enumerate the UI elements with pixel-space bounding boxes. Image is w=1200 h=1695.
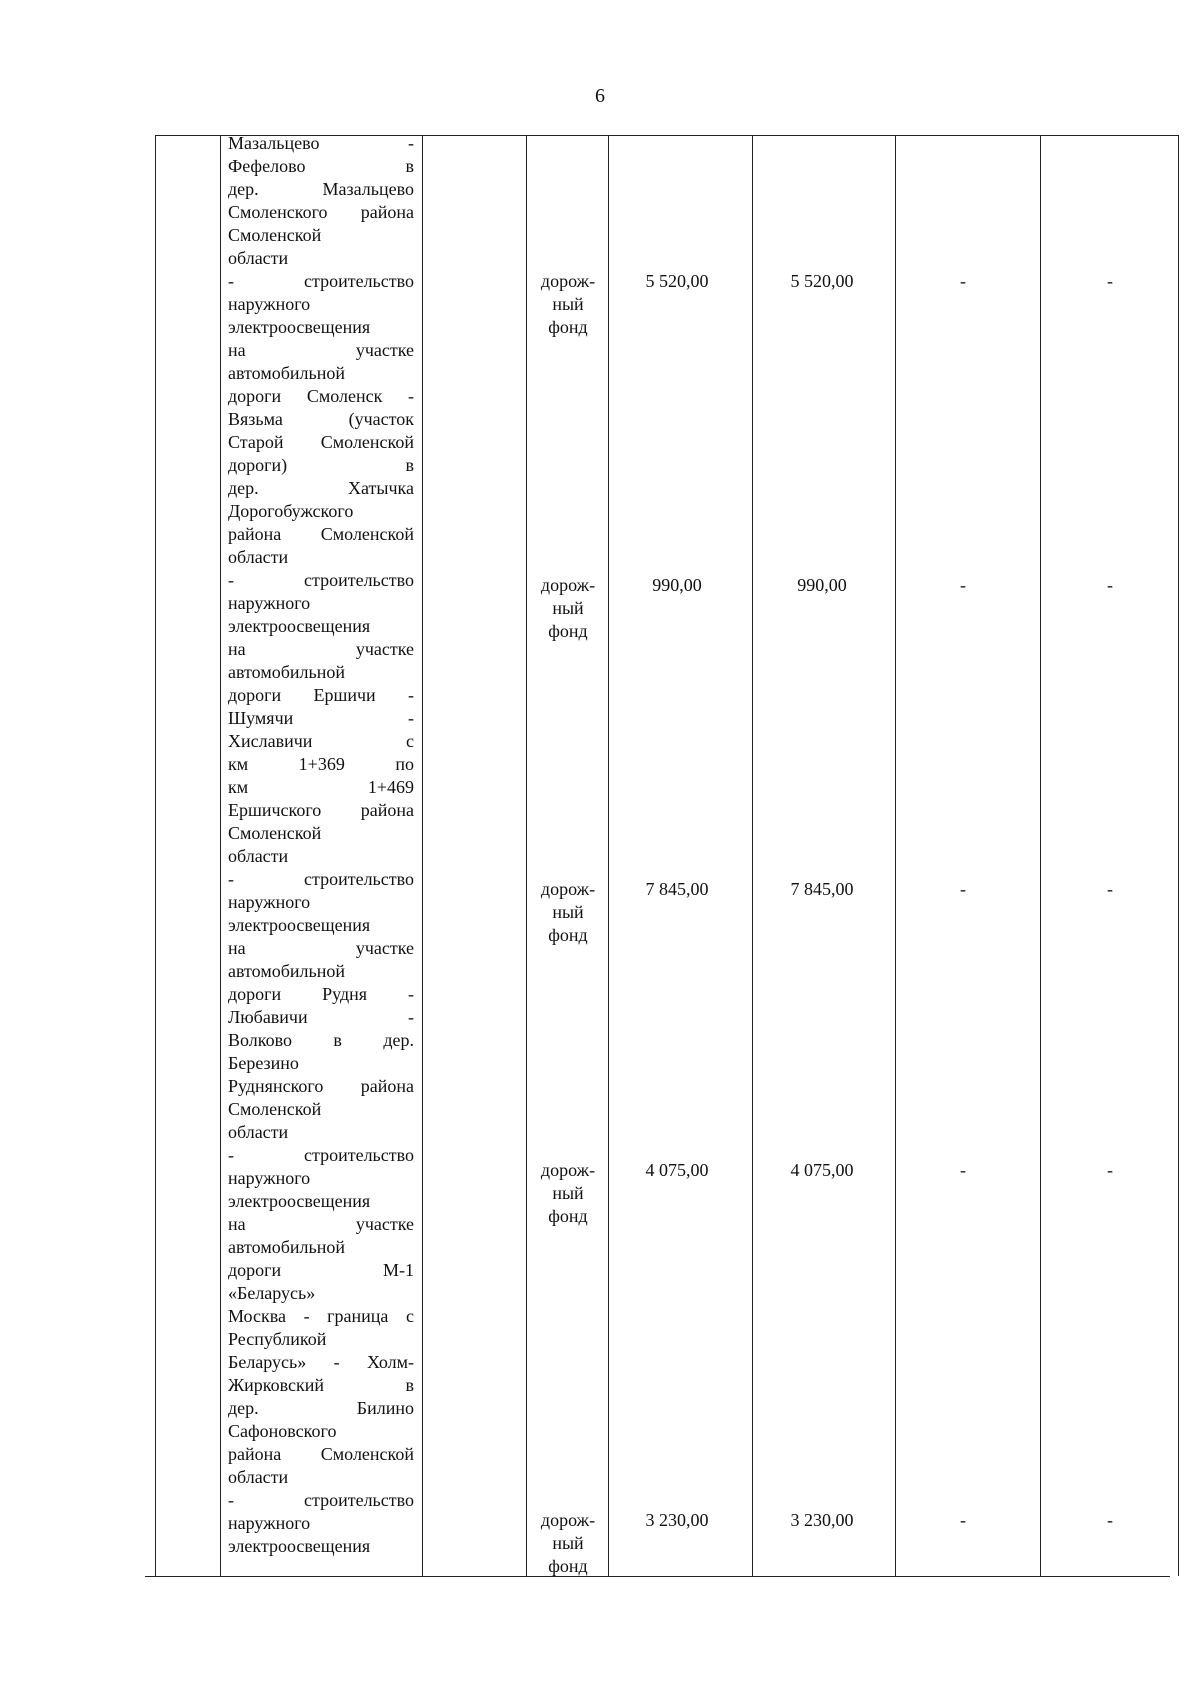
description-word: Сафоновского bbox=[228, 1421, 337, 1441]
description-word: района bbox=[360, 202, 414, 222]
description-word: Смоленской bbox=[320, 524, 414, 544]
total-amount: 7 845,00 bbox=[645, 879, 709, 899]
description-word: - bbox=[228, 1145, 234, 1165]
description-word: участке bbox=[355, 938, 414, 958]
description-word: Хиславичи bbox=[228, 731, 313, 751]
description-line bbox=[228, 1328, 414, 1351]
fund-text: ный bbox=[552, 598, 584, 618]
description-word: Дорогобужского bbox=[228, 501, 354, 521]
description-line bbox=[228, 1466, 414, 1489]
description-word: области bbox=[228, 1467, 289, 1487]
description-word: - bbox=[408, 386, 414, 406]
description-word: дороги bbox=[228, 685, 282, 705]
description-line bbox=[228, 1052, 414, 1075]
description-line bbox=[228, 799, 414, 822]
empty-value: - bbox=[1107, 879, 1113, 899]
description-line bbox=[228, 684, 414, 707]
fund-cell bbox=[528, 574, 608, 643]
fund-cell bbox=[528, 270, 608, 339]
description-word: - bbox=[407, 984, 414, 1004]
description-word: дер. bbox=[228, 1398, 259, 1418]
description-word: Москва bbox=[228, 1306, 286, 1326]
description-word: - bbox=[228, 570, 234, 590]
fund-text: фонд bbox=[548, 1206, 588, 1226]
description-word: электроосвещения bbox=[228, 1191, 371, 1211]
description-line bbox=[228, 431, 414, 454]
empty-value: - bbox=[1107, 271, 1113, 291]
description-line bbox=[228, 408, 414, 431]
description-line bbox=[228, 960, 414, 983]
description-word: дер. bbox=[228, 179, 259, 199]
regional-amount: 4 075,00 bbox=[790, 1160, 854, 1180]
description-word: автомобильной bbox=[228, 961, 345, 981]
col-border-5 bbox=[608, 135, 609, 1576]
description-word: км bbox=[228, 754, 249, 774]
description-line bbox=[228, 132, 414, 155]
description-line bbox=[228, 1259, 414, 1282]
fund-text: дорож- bbox=[540, 575, 596, 595]
description-word: - bbox=[408, 133, 414, 153]
regional-amount: 7 845,00 bbox=[790, 879, 854, 899]
description-word: области bbox=[228, 846, 289, 866]
description-word: района bbox=[228, 524, 282, 544]
description-word: «Беларусь» bbox=[228, 1283, 316, 1303]
description-line bbox=[228, 500, 414, 523]
description-word: участке bbox=[355, 639, 414, 659]
fund-text: фонд bbox=[548, 925, 588, 945]
description-word: Смоленского bbox=[228, 202, 328, 222]
description-word: - bbox=[228, 271, 234, 291]
description-word: наружного bbox=[228, 593, 311, 613]
col-border-2 bbox=[220, 135, 221, 1576]
col-border-7 bbox=[895, 135, 896, 1576]
description-word: (участок bbox=[348, 409, 414, 429]
description-word: - bbox=[408, 708, 414, 728]
col-border-9 bbox=[1178, 135, 1179, 1576]
description-word: наружного bbox=[228, 892, 311, 912]
description-word: Мазальцево bbox=[322, 179, 414, 199]
empty-value: - bbox=[1107, 575, 1113, 595]
col-border-1 bbox=[155, 135, 156, 1576]
description-line bbox=[228, 1121, 414, 1144]
fund-text: фонд bbox=[548, 1556, 588, 1576]
empty-value: - bbox=[1107, 1510, 1113, 1530]
description-word: Березино bbox=[228, 1053, 299, 1073]
description-word: на bbox=[228, 1214, 246, 1234]
fund-text: дорож- bbox=[540, 1510, 596, 1530]
description-word: на bbox=[228, 639, 246, 659]
description-word: автомобильной bbox=[228, 662, 345, 682]
description-line bbox=[228, 707, 414, 730]
description-word: дер. bbox=[383, 1030, 414, 1050]
description-line bbox=[228, 822, 414, 845]
empty-value: - bbox=[960, 879, 966, 899]
empty-value: - bbox=[960, 1160, 966, 1180]
fund-cell bbox=[528, 1159, 608, 1228]
description-line bbox=[228, 201, 414, 224]
description-line bbox=[228, 546, 414, 569]
col-border-8 bbox=[1040, 135, 1041, 1576]
description-word: с bbox=[406, 1306, 414, 1326]
description-word: в bbox=[333, 1030, 342, 1050]
description-word: Руднянского bbox=[228, 1076, 324, 1096]
regional-amount: 990,00 bbox=[797, 575, 847, 595]
description-word: 1+469 bbox=[367, 777, 414, 797]
description-word: Смоленской bbox=[320, 1444, 414, 1464]
description-word: - bbox=[408, 685, 414, 705]
regional-amount: 3 230,00 bbox=[790, 1510, 854, 1530]
total-amount: 4 075,00 bbox=[645, 1160, 709, 1180]
col-border-4 bbox=[526, 135, 527, 1576]
empty-value: - bbox=[960, 575, 966, 595]
description-word: автомобильной bbox=[228, 1237, 345, 1257]
description-word: Мазальцево bbox=[228, 133, 320, 153]
description-line bbox=[228, 362, 414, 385]
description-word: области bbox=[228, 547, 289, 567]
description-word: Рудня bbox=[322, 984, 368, 1004]
description-word: Ершичского bbox=[228, 800, 322, 820]
total-amount: 3 230,00 bbox=[645, 1510, 709, 1530]
description-line bbox=[228, 454, 414, 477]
description-word: электроосвещения bbox=[228, 317, 371, 337]
description-word: дороги) bbox=[228, 455, 288, 475]
description-word: М-1 bbox=[383, 1260, 414, 1280]
description-word: в bbox=[405, 156, 414, 176]
description-line bbox=[228, 523, 414, 546]
description-word: электроосвещения bbox=[228, 915, 371, 935]
description-word: Смоленской bbox=[228, 1099, 322, 1119]
description-word: Волково bbox=[228, 1030, 292, 1050]
description-word: Билино bbox=[356, 1398, 414, 1418]
description-word: строительство bbox=[304, 1490, 414, 1510]
description-word: Смоленской bbox=[320, 432, 414, 452]
description-line bbox=[228, 661, 414, 684]
description-line bbox=[228, 1006, 414, 1029]
description-word: района bbox=[360, 1076, 414, 1096]
description-word: Беларусь» bbox=[228, 1352, 307, 1372]
description-word: на bbox=[228, 340, 246, 360]
table-row bbox=[0, 1159, 1200, 1239]
description-line bbox=[228, 1397, 414, 1420]
description-word: области bbox=[228, 1122, 289, 1142]
description-word: автомобильной bbox=[228, 363, 345, 383]
regional-amount: 5 520,00 bbox=[790, 271, 854, 291]
description-word: - bbox=[408, 1007, 414, 1027]
description-line bbox=[228, 1029, 414, 1052]
fund-text: дорож- bbox=[540, 879, 596, 899]
description-word: Республикой bbox=[228, 1329, 327, 1349]
description-word: 1+369 bbox=[298, 754, 345, 774]
description-line bbox=[228, 1098, 414, 1121]
description-word: с bbox=[406, 731, 414, 751]
total-amount: 5 520,00 bbox=[645, 271, 709, 291]
description-word: участке bbox=[355, 340, 414, 360]
description-word: наружного bbox=[228, 294, 311, 314]
description-word: района bbox=[228, 1444, 282, 1464]
description-word: наружного bbox=[228, 1168, 311, 1188]
empty-value: - bbox=[960, 1510, 966, 1530]
description-word: Фефелово bbox=[228, 156, 306, 176]
description-line bbox=[228, 1351, 414, 1374]
description-word: Смоленской bbox=[228, 225, 322, 245]
description-line bbox=[228, 477, 414, 500]
description-line bbox=[228, 1282, 414, 1305]
description-word: - bbox=[333, 1352, 340, 1372]
description-word: - bbox=[303, 1306, 310, 1326]
fund-cell bbox=[528, 878, 608, 947]
description-word: электроосвещения bbox=[228, 1536, 371, 1556]
description-line bbox=[228, 1305, 414, 1328]
empty-value: - bbox=[960, 271, 966, 291]
fund-text: ный bbox=[552, 294, 584, 314]
description-word: Шумячи bbox=[228, 708, 294, 728]
description-line bbox=[228, 1236, 414, 1259]
description-word: строительство bbox=[304, 869, 414, 889]
description-word: строительство bbox=[304, 1145, 414, 1165]
fund-cell bbox=[528, 1509, 608, 1578]
description-word: Хатычка bbox=[348, 478, 414, 498]
table-row bbox=[0, 878, 1200, 958]
description-word: на bbox=[228, 938, 246, 958]
description-line bbox=[228, 730, 414, 753]
description-word: Холм- bbox=[366, 1352, 414, 1372]
total-amount: 990,00 bbox=[652, 575, 702, 595]
page-number: 6 bbox=[595, 85, 605, 107]
description-line bbox=[228, 1374, 414, 1397]
description-word: Старой bbox=[228, 432, 284, 452]
description-word: по bbox=[395, 754, 414, 774]
description-word: области bbox=[228, 248, 289, 268]
description-line bbox=[228, 385, 414, 408]
fund-text: ный bbox=[552, 902, 584, 922]
fund-text: дорож- bbox=[540, 1160, 596, 1180]
description-line bbox=[228, 776, 414, 799]
description-word: участке bbox=[355, 1214, 414, 1234]
description-word: электроосвещения bbox=[228, 616, 371, 636]
description-word: дер. bbox=[228, 478, 259, 498]
description-line bbox=[228, 753, 414, 776]
empty-value: - bbox=[1107, 1160, 1113, 1180]
description-word: Жирковский bbox=[228, 1375, 324, 1395]
description-word: в bbox=[405, 1375, 414, 1395]
description-word: Смоленской bbox=[228, 823, 322, 843]
table-row bbox=[0, 270, 1200, 350]
col-border-6 bbox=[752, 135, 753, 1576]
description-line bbox=[228, 247, 414, 270]
fund-text: дорож- bbox=[540, 271, 596, 291]
description-word: Ершичи bbox=[313, 685, 376, 705]
description-line bbox=[228, 1075, 414, 1098]
fund-text: фонд bbox=[548, 317, 588, 337]
description-line bbox=[228, 845, 414, 868]
col-border-3 bbox=[422, 135, 423, 1576]
description-word: км bbox=[228, 777, 249, 797]
description-word: в bbox=[405, 455, 414, 475]
description-word: строительство bbox=[304, 271, 414, 291]
description-word: дороги bbox=[228, 984, 282, 1004]
description-word: наружного bbox=[228, 1513, 311, 1533]
fund-text: ный bbox=[552, 1533, 584, 1553]
description-word: - bbox=[228, 869, 234, 889]
description-word: дороги bbox=[228, 1260, 282, 1280]
description-word: Любавичи bbox=[228, 1007, 308, 1027]
table-row bbox=[0, 574, 1200, 654]
fund-text: фонд bbox=[548, 621, 588, 641]
fund-text: ный bbox=[552, 1183, 584, 1203]
description-line bbox=[228, 983, 414, 1006]
description-line bbox=[228, 224, 414, 247]
description-word: Смоленск bbox=[306, 386, 383, 406]
description-word: граница bbox=[327, 1306, 389, 1326]
description-line bbox=[228, 1420, 414, 1443]
description-word: дороги bbox=[228, 386, 282, 406]
description-word: Вязьма bbox=[228, 409, 283, 429]
description-line bbox=[228, 155, 414, 178]
description-word: - bbox=[228, 1490, 234, 1510]
table-row bbox=[0, 1509, 1200, 1589]
description-word: строительство bbox=[304, 570, 414, 590]
description-word: района bbox=[360, 800, 414, 820]
description-line bbox=[228, 178, 414, 201]
description-line bbox=[228, 1443, 414, 1466]
